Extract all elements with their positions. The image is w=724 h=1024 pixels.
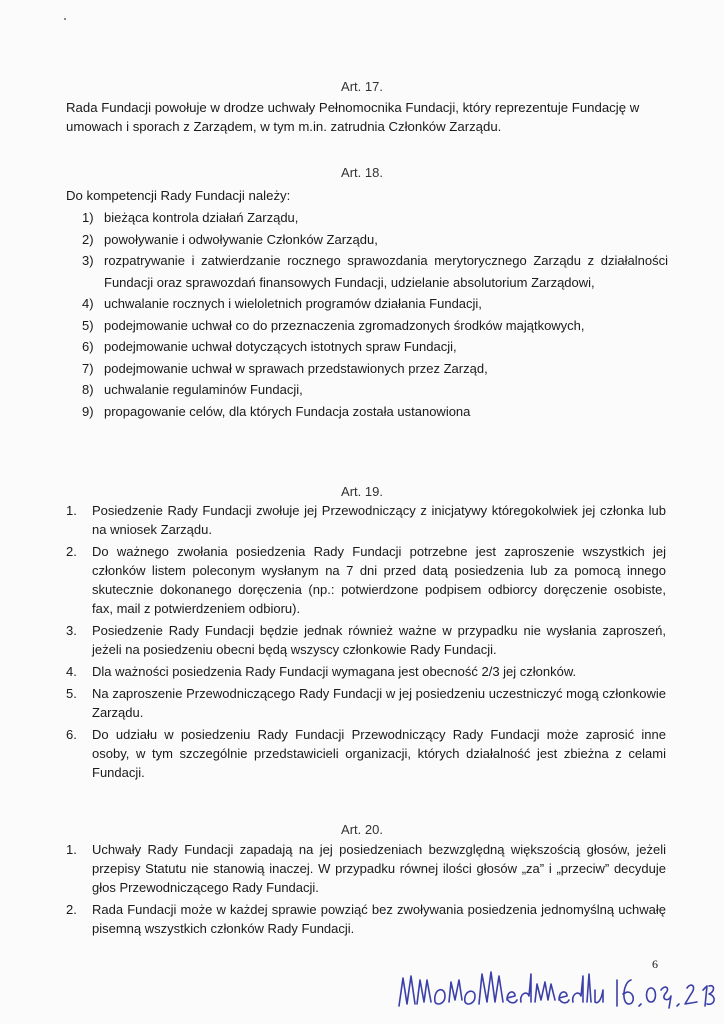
art-20-heading: Art. 20. — [341, 822, 383, 837]
list-item: 3. Posiedzenie Rady Fundacji będzie jednak również ważne w przypadku nie wysłania zaproszeń, jeżeli na posiedzeniu obecni będą wszyscy członkowie Rady Fundacji. — [66, 623, 666, 657]
handwritten-signature — [395, 966, 715, 1014]
art-19-heading: Art. 19. — [341, 484, 383, 499]
list-item: 5. Na zaproszenie Przewodniczącego Rady Fundacji w jej posiedzeniu uczestniczyć mogą członkowie Zarządu. — [66, 686, 666, 720]
art-19-list — [66, 501, 666, 785]
list-item: 1. Posiedzenie Rady Fundacji zwołuje jej Przewodniczący z inicjatywy któregokolwiek jej członka lub na wniosek Zarządu. — [66, 503, 666, 537]
signature-drawing — [395, 966, 715, 1014]
list-item: 1. Uchwały Rady Fundacji zapadają na jej posiedzeniach bezwzględną większością głosów, jeżeli przepisy Statutu nie stanowią inaczej. W przypadku równej ilości głosów „za” i „przeciw” decyduje głos Przewodniczącego Rady Fundacji. — [66, 842, 666, 895]
list-item: 2) powoływanie i odwoływanie Członków Zarządu, — [82, 231, 378, 247]
list-item: 4. Dla ważności posiedzenia Rady Fundacji wymagana jest obecność 2/3 jej członków. — [66, 664, 577, 679]
list-item: 9) propagowanie celów, dla których Fundacja została ustanowiona — [82, 403, 471, 419]
list-item: 6) podejmowanie uchwał dotyczących istotnych spraw Fundacji, — [82, 339, 457, 354]
scan-speck — [64, 18, 66, 20]
list-item: 4) uchwalanie rocznych i wieloletnich programów działania Fundacji, — [82, 296, 482, 311]
art-18-competence-list — [78, 207, 668, 422]
list-item: 2. Do ważnego zwołania posiedzenia Rady Fundacji potrzebne jest zaproszenie wszystkich jej członków listem poleconym wysłanym na 7 dni przed datą posiedzenia lub za pomocą innego skutecznie dokonanego doręczenia (np.: potwierdzone podpisem odbiorcy doręczenie osobiste, fax, mail z potwierdzeniem odbioru). — [66, 544, 666, 616]
art-18-intro: Do kompetencji Rady Fundacji należy: — [66, 188, 291, 203]
list-item: 1) bieżąca kontrola działań Zarządu, — [82, 210, 299, 225]
list-item: 7) podejmowanie uchwał w sprawach przedstawionych przez Zarząd, — [82, 360, 488, 376]
page-number: 6 — [652, 957, 658, 971]
art-17-heading: Art. 17. — [341, 79, 383, 94]
list-item: 6. Do udziału w posiedzeniu Rady Fundacji Przewodniczący Rady Fundacji może zaprosić inne osoby, w tym szczególnie przedstawicieli organizacji, których działalność jest zbieżna z celami Fundacji. — [66, 727, 666, 780]
art-17-paragraph: Rada Fundacji powołuje w drodze uchwały Pełnomocnika Fundacji, który reprezentuje Fundację w umowach i sporach z Zarządem, w tym m.in. zatrudnia Członków Zarządu. — [66, 100, 640, 134]
art-18-heading: Art. 18. — [341, 165, 383, 180]
list-item: 5) podejmowanie uchwał co do przeznaczenia zgromadzonych środków majątkowych, — [82, 317, 585, 333]
list-item: 3) rozpatrywanie i zatwierdzanie rocznego sprawozdania merytorycznego Zarządu z działalności Fundacji oraz sprawozdań finansowych Fundacji, udzielanie absolutorium Zarządowi, — [82, 253, 668, 290]
art-20-list — [66, 840, 666, 941]
list-item: 2. Rada Fundacji może w każdej sprawie powziąć bez zwoływania posiedzenia jednomyślną uchwałę pisemną wszystkich członków Rady Fundacji. — [66, 902, 666, 936]
list-item: 8) uchwalanie regulaminów Fundacji, — [82, 382, 303, 397]
